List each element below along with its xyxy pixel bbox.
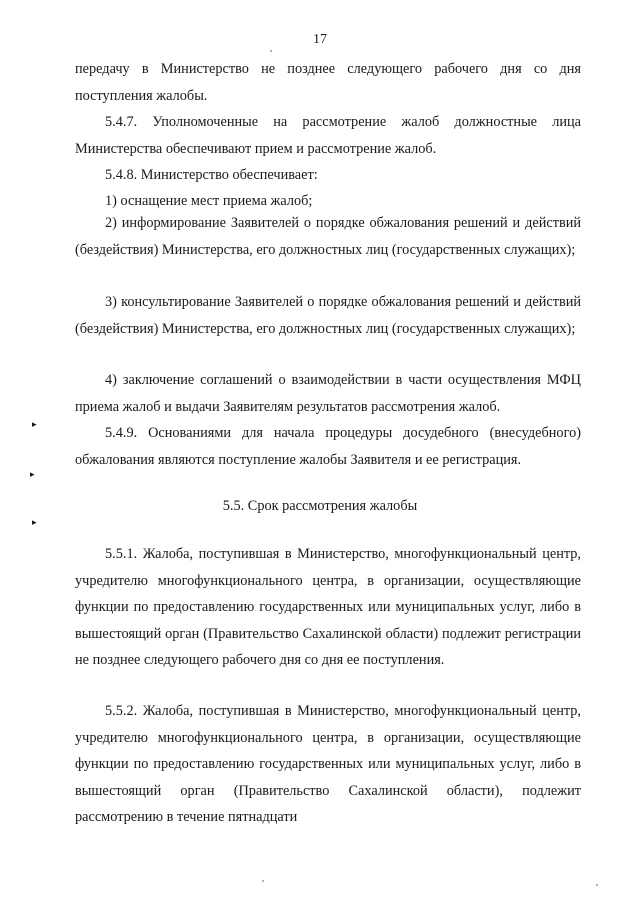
section-heading: 5.5. Срок рассмотрения жалобы bbox=[222, 498, 418, 514]
paragraph-5-5-1: 5.5.1. Жалоба, поступившая в Министерство, многофункциональный центр, учредителю многофункционального центра, в организации, осуществляющие функции по предоставлению государственных или муниципальных услуг, либо в вышестоящий орган (Правительство Сахалинской области) подлежит регистрации не позднее следующего рабочего дня со дня ее поступления. bbox=[75, 546, 581, 668]
list-item-3: 3) консультирование Заявителей о порядке обжалования решений и действий (бездействия) Министерства, его должностных лиц (государственных служащих); bbox=[75, 294, 581, 337]
scan-dot bbox=[270, 50, 272, 52]
scan-mark: ▸ bbox=[32, 517, 37, 527]
scan-dot bbox=[596, 884, 598, 886]
scan-mark: ▸ bbox=[32, 419, 37, 429]
paragraph-5-4-9: 5.4.9. Основаниями для начала процедуры досудебного (внесудебного) обжалования являются поступление жалобы Заявителя и ее регистрация. bbox=[75, 425, 581, 468]
list-item-1: 1) оснащение мест приема жалоб; bbox=[105, 193, 313, 209]
scan-dot bbox=[262, 880, 264, 882]
page-number: 17 bbox=[313, 32, 327, 47]
list-item-4: 4) заключение соглашений о взаимодействии в части осуществления МФЦ приема жалоб и выдачи Заявителям результатов рассмотрения жалоб. bbox=[75, 372, 581, 415]
paragraph-5-4-7: 5.4.7. Уполномоченные на рассмотрение жалоб должностные лица Министерства обеспечивают прием и рассмотрение жалоб. bbox=[75, 114, 581, 157]
paragraph-5-5-2: 5.5.2. Жалоба, поступившая в Министерство, многофункциональный центр, учредителю многофункционального центра, в организации, осуществляющие функции по предоставлению государственных или муниципальных услуг, либо в вышестоящий орган (Правительство Сахалинской области), подлежит рассмотрению в течение пятнадцати bbox=[75, 703, 581, 825]
list-item-2: 2) информирование Заявителей о порядке обжалования решений и действий (бездействия) Министерства, его должностных лиц (государственных служащих); bbox=[75, 215, 581, 258]
paragraph-continuation: передачу в Министерство не позднее следующего рабочего дня со дня поступления жалобы. bbox=[75, 61, 581, 104]
paragraph-5-4-8: 5.4.8. Министерство обеспечивает: bbox=[105, 167, 318, 183]
scan-mark: ▸ bbox=[30, 469, 35, 479]
